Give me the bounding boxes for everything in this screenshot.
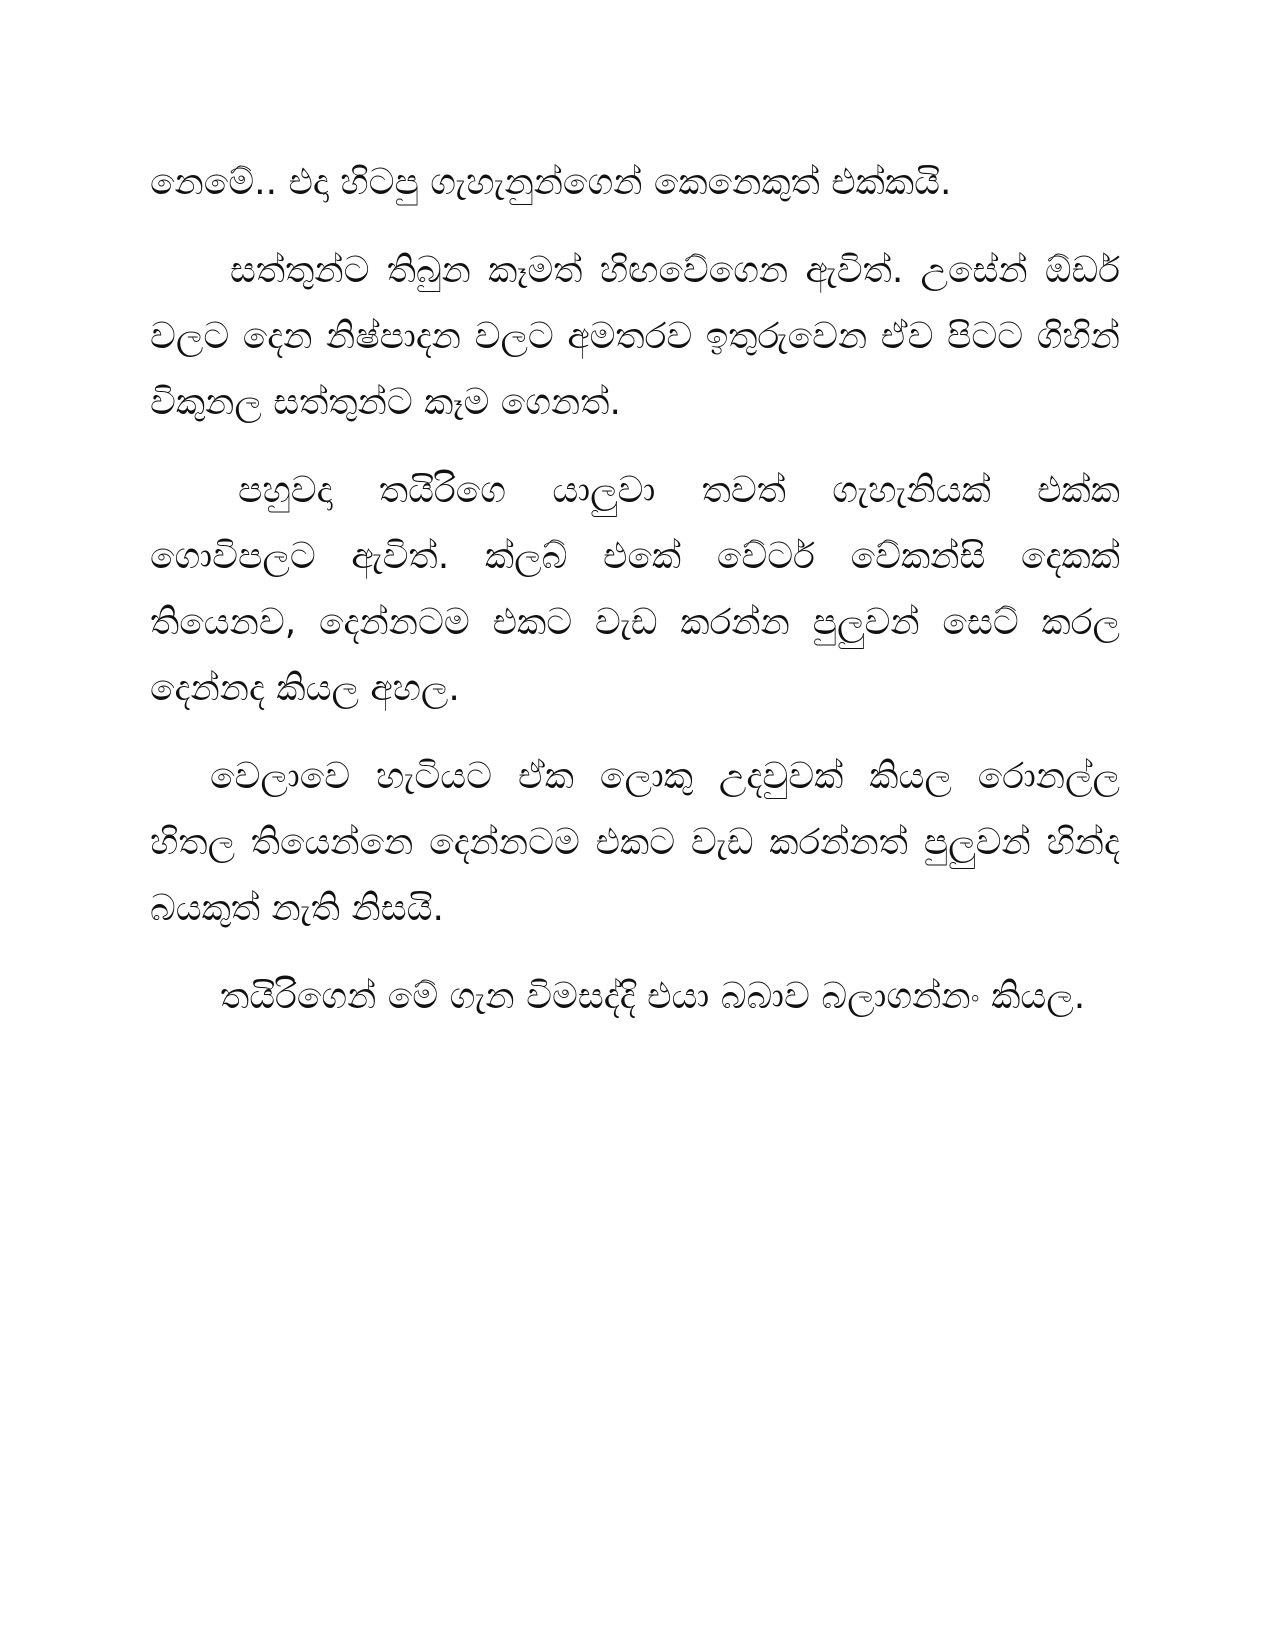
paragraph-5: තයිරිගෙන් මේ ගැන විමසද්දි එයා බබාව බලාගන්නං කියල. <box>220 976 1086 1017</box>
document-page <box>150 150 1120 1052</box>
paragraph-2: සත්තුන්ට තිබුන කෑමත් හිඟවේගෙන ඇවිත්. උසේන් ඕඩර් වලට දෙන නිෂ්පාදන වලට අමතරව ඉතුරුවෙන ඒව පිටට ගිහින් විකුනල සත්තුන්ට කෑම ගෙනත්. <box>150 250 1120 423</box>
paragraph-1: නෙමේ.. එදා හිටපු ගැහැනුන්ගෙන් කෙනෙකුත් එක්කයි. <box>150 162 952 203</box>
paragraph-4: වෙලාවෙ හැටියට ඒක ලොකු උදවුවක් කියල රොනල්ල හිතල තියෙන්නෙ දෙන්නටම එකට වැඩ කරන්නත් පුලුවන් හින්ද බයකුත් නැති නිසයි. <box>150 756 1120 929</box>
paragraph-3: පහුවදා තයිරිගෙ යාලුවා තවත් ගැහැනියක් එක්ක ගොවිපලට ඇවිත්. ක්ලබ් එකේ වේටර් වේකන්සි දෙකක් තියෙනව, දෙන්නටම එකට වැඩ කරන්න පුලුවන් සෙට් කරල දෙන්නද කියල අහල. <box>150 470 1120 709</box>
